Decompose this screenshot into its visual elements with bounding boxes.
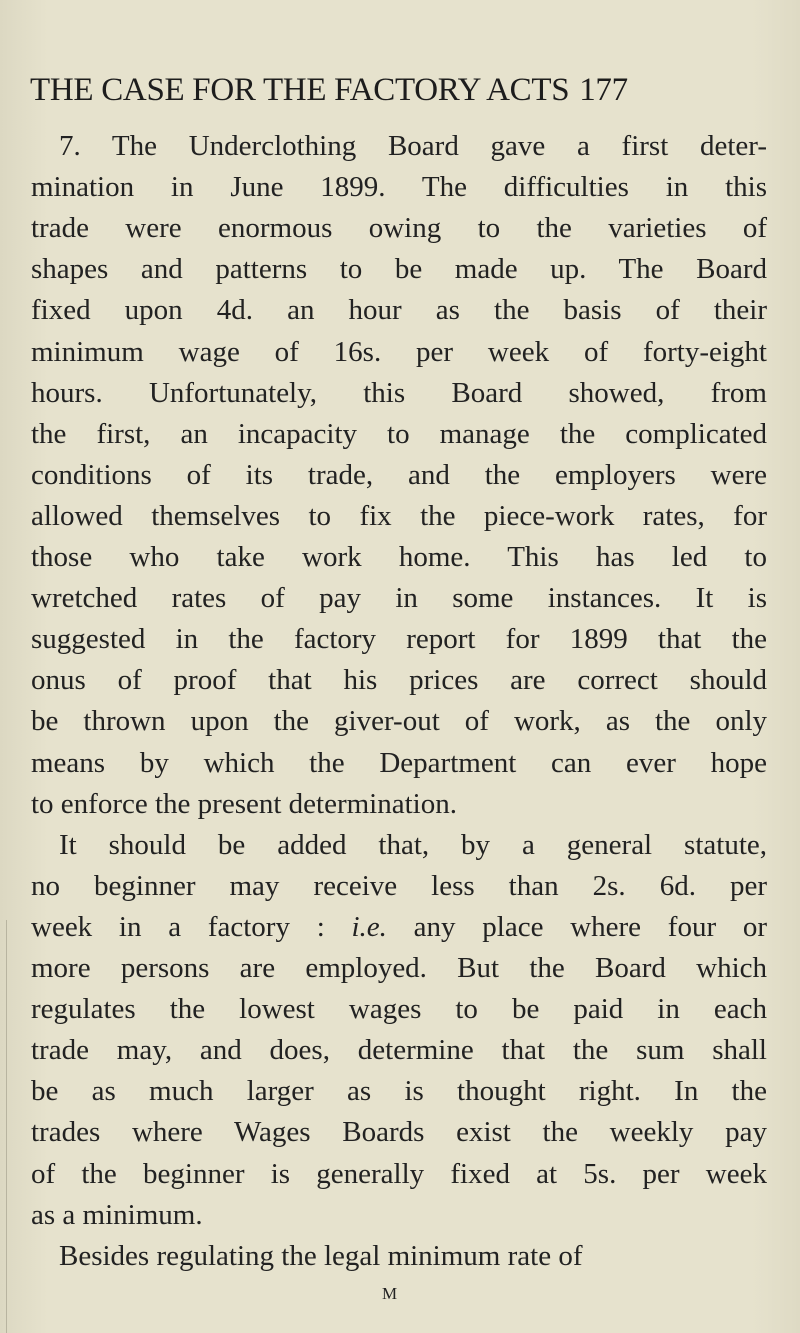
text-line: mination in June 1899. The difficulties in this xyxy=(31,171,767,203)
text-line: to enforce the present determination. xyxy=(31,788,457,820)
page-number: 177 xyxy=(579,72,628,108)
text-line: trades where Wages Boards exist the weekly pay xyxy=(31,1116,767,1148)
text-line: suggested in the factory report for 1899 that the xyxy=(31,623,767,655)
page-edge-shadow xyxy=(6,920,7,1333)
text-line: trade may, and does, determine that the sum shall xyxy=(31,1034,767,1066)
running-head-title: THE CASE FOR THE FACTORY ACTS xyxy=(30,72,570,108)
text-line: wretched rates of pay in some instances. It is xyxy=(31,582,767,614)
text-line: minimum wage of 16s. per week of forty-eight xyxy=(31,336,767,368)
text-line: week in a factory : i.e. any place where four or xyxy=(31,911,767,943)
text-line: allowed themselves to fix the piece-work rates, for xyxy=(31,500,767,532)
text-line: It should be added that, by a general statute, xyxy=(59,829,767,861)
text-line: the first, an incapacity to manage the complicated xyxy=(31,418,767,450)
text-line: be as much larger as is thought right. In the xyxy=(31,1075,767,1107)
text-line: more persons are employed. But the Board which xyxy=(31,952,767,984)
text-line: of the beginner is generally fixed at 5s. per week xyxy=(31,1158,767,1190)
italic-abbreviation: i.e. xyxy=(351,911,387,943)
text-line: 7. The Underclothing Board gave a first deter- xyxy=(59,130,767,162)
signature-mark: M xyxy=(382,1284,399,1303)
text-line: Besides regulating the legal minimum rate of xyxy=(59,1240,583,1272)
text-line: regulates the lowest wages to be paid in each xyxy=(31,993,767,1025)
text-line: as a minimum. xyxy=(31,1199,203,1231)
running-head xyxy=(30,70,770,110)
text-line: trade were enormous owing to the varieties of xyxy=(31,212,767,244)
text-line: no beginner may receive less than 2s. 6d. per xyxy=(31,870,767,902)
text-line: onus of proof that his prices are correct should xyxy=(31,664,767,696)
text-line: hours. Unfortunately, this Board showed, from xyxy=(31,377,767,409)
text-line: those who take work home. This has led to xyxy=(31,541,767,573)
text-line: be thrown upon the giver-out of work, as the only xyxy=(31,705,767,737)
text-line: means by which the Department can ever hope xyxy=(31,747,767,779)
text-line: conditions of its trade, and the employers were xyxy=(31,459,767,491)
text-line: shapes and patterns to be made up. The Board xyxy=(31,253,767,285)
text-line: fixed upon 4d. an hour as the basis of their xyxy=(31,294,767,326)
